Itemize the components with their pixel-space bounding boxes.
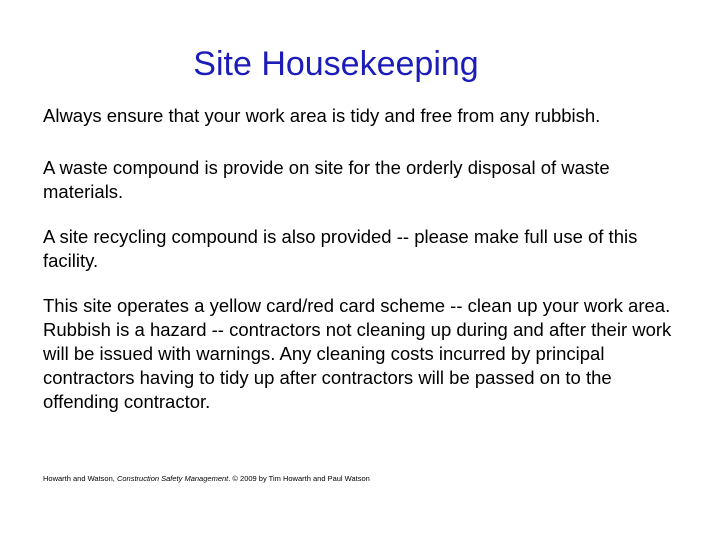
- citation-copyright: . © 2009 by Tim Howarth and Paul Watson: [228, 474, 370, 483]
- paragraph-waste-compound: A waste compound is provide on site for the orderly disposal of waste materials.: [43, 157, 610, 202]
- slide-body: [43, 104, 683, 442]
- paragraph-tidy-work-area: Always ensure that your work area is tidy and free from any rubbish.: [43, 105, 601, 126]
- paragraph-recycling-compound: A site recycling compound is also provided -- please make full use of this facility.: [43, 226, 638, 271]
- paragraph-card-scheme: This site operates a yellow card/red card scheme -- clean up your work area. Rubbish is a hazard -- contractors not cleaning up during and after their work will be issued with warnings. Any cleaning costs incurred by principal contractors having to tidy up after contractors will be passed on to the offending contractor.: [43, 295, 672, 412]
- citation-authors: Howarth and Watson,: [43, 474, 117, 483]
- citation-book-title: Construction Safety Management: [116, 474, 229, 483]
- citation-footer: [43, 474, 370, 484]
- slide-title: Site Housekeeping: [193, 45, 479, 83]
